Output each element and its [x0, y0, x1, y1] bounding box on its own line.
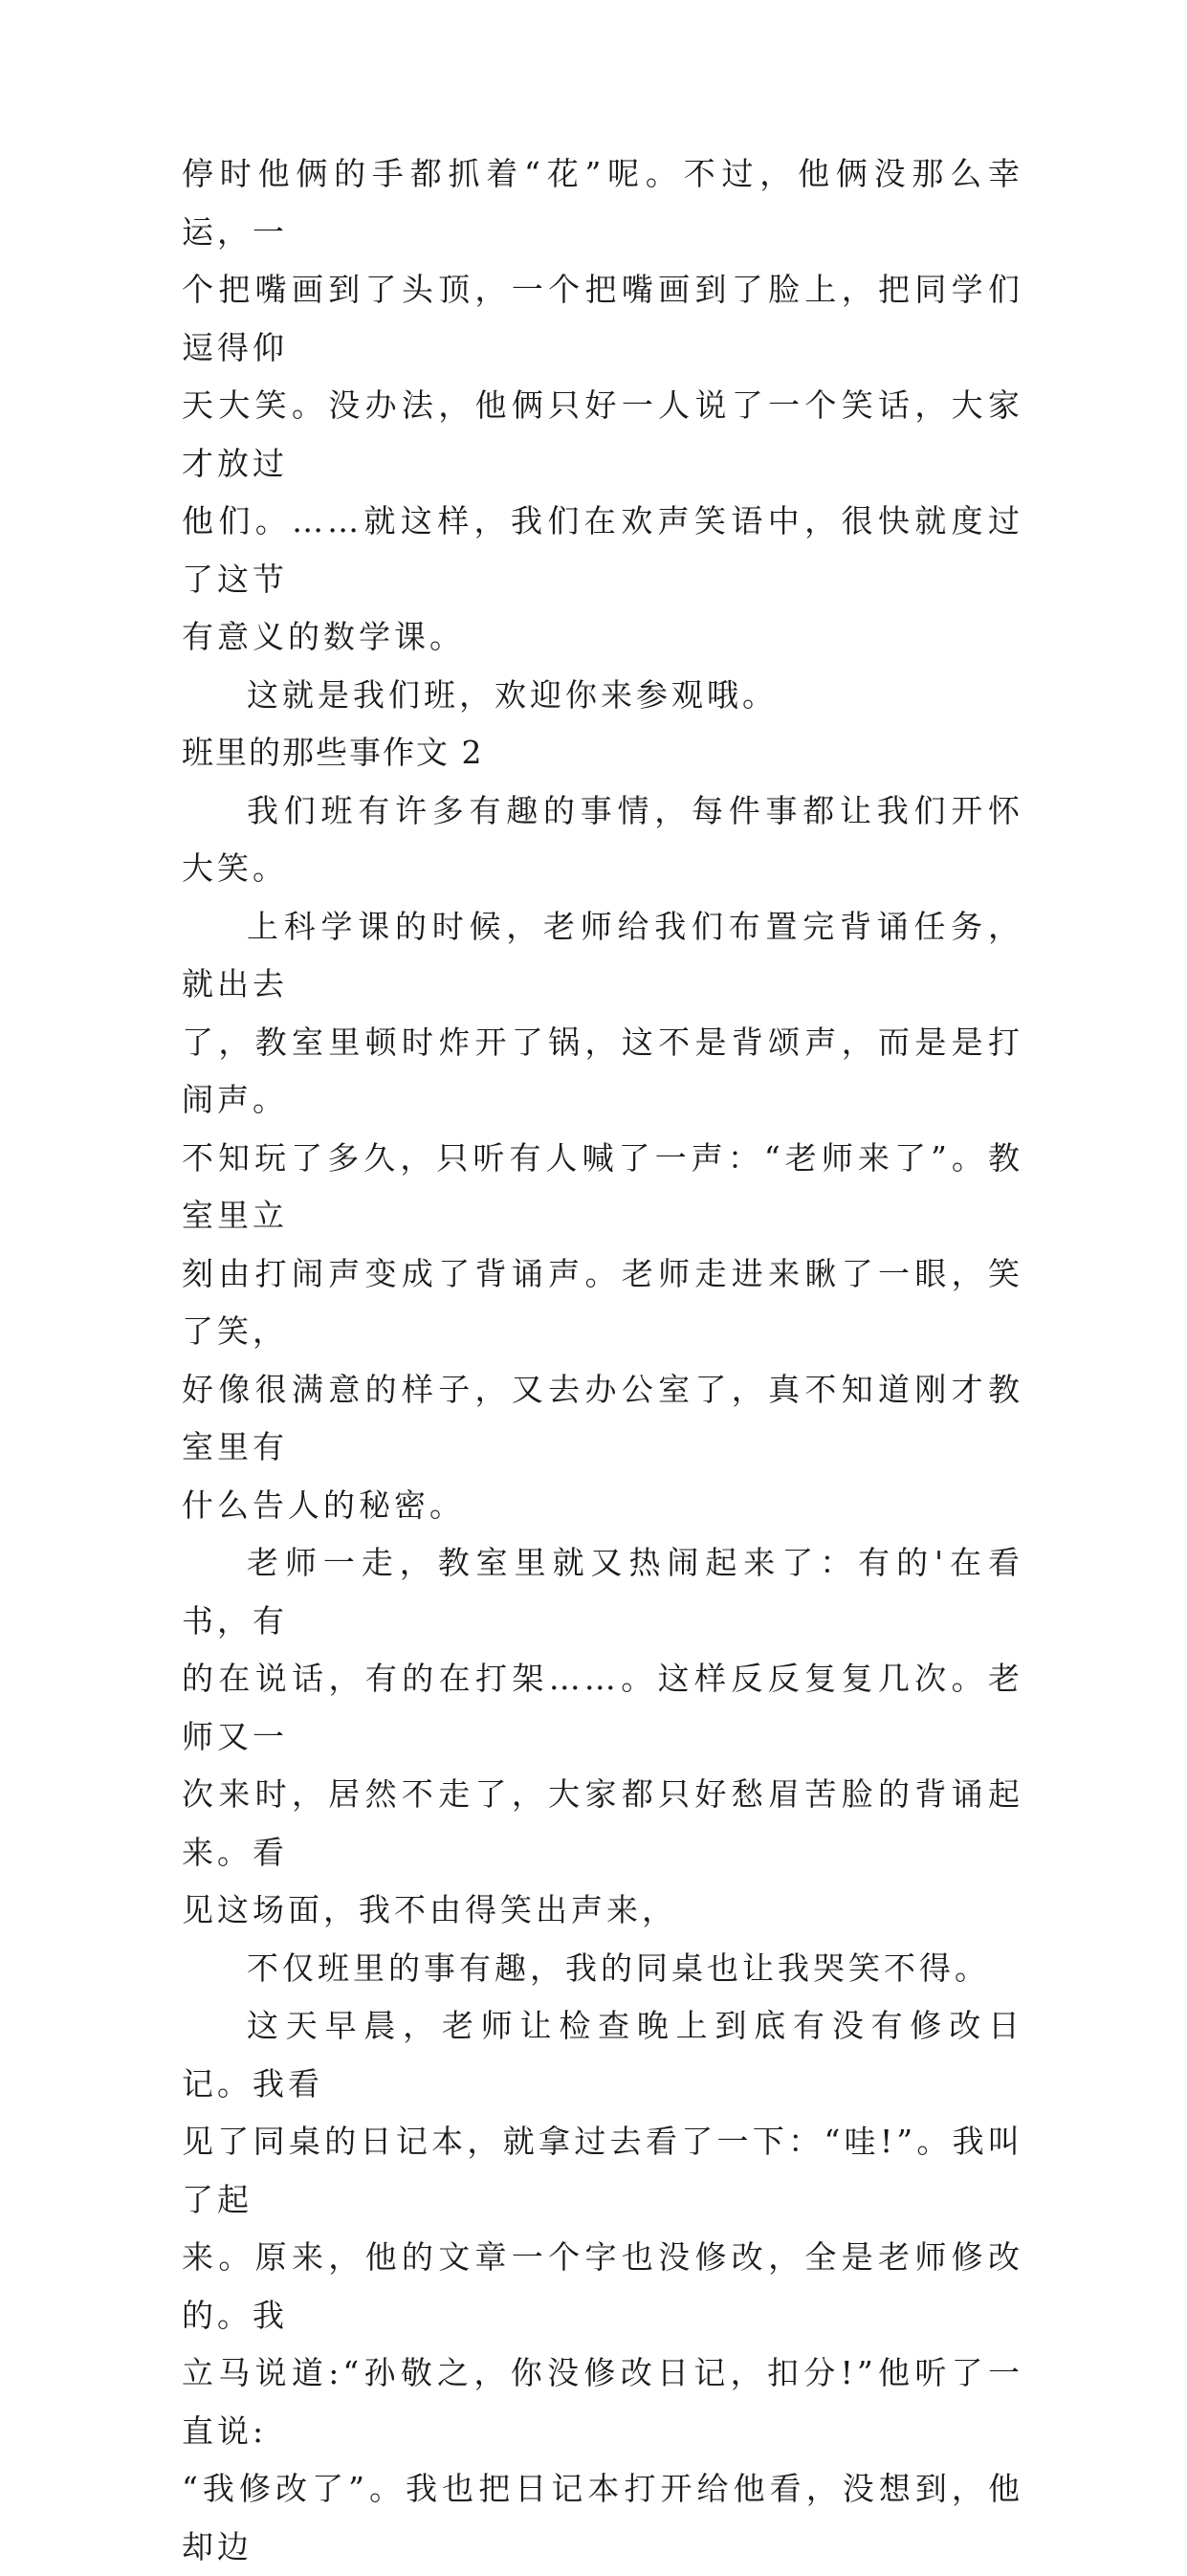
text-line: 不仅班里的事有趣，我的同桌也让我哭笑不得。 [247, 1949, 990, 1987]
text-line: 停时他俩的手都抓着“花”呢。不过，他俩没那么幸运，一 [182, 155, 1023, 251]
text-line: “我修改了”。我也把日记本打开给他看，没想到，他却边 [182, 2470, 1023, 2565]
text-line: 我们班有许多有趣的事情，每件事都让我们开怀大笑。 [182, 791, 1023, 887]
text-line: 老师一走，教室里就又热闹起来了：有的'在看书，有 [182, 1544, 1023, 1640]
text-line: 的在说话，有的在打架……。这样反反复复几次。老师又一 [182, 1660, 1023, 1755]
paragraph-7 [182, 1997, 1023, 2576]
text-line: 他们。……就这样，我们在欢声笑语中，很快就度过了这节 [182, 502, 1023, 598]
text-line: 不知玩了多久，只听有人喊了一声：“老师来了”。教室里立 [182, 1138, 1023, 1234]
section-heading: 班里的那些事作文 2 [182, 734, 484, 771]
text-line: 次来时，居然不走了，大家都只好愁眉苦脸的背诵起来。看 [182, 1775, 1023, 1871]
text-line: 这就是我们班，欢迎你来参观哦。 [247, 675, 778, 714]
text-line: 上科学课的时候，老师给我们布置完背诵任务，就出去 [182, 907, 1023, 1002]
text-line: 这天早晨，老师让检查晚上到底有没有修改日记。我看 [182, 2007, 1023, 2103]
paragraph-4 [182, 898, 1023, 1535]
paragraph-1 [182, 145, 1023, 667]
text-line: 来。原来，他的文章一个字也没修改，全是老师修改的。我 [182, 2238, 1023, 2334]
text-line: 见了同桌的日记本，就拿过去看了一下：“哇!”。我叫了起 [182, 2123, 1023, 2218]
text-line: 什么告人的秘密。 [182, 1486, 465, 1524]
text-line: 见这场面，我不由得笑出声来， [182, 1891, 677, 1928]
text-line: 个把嘴画到了头顶，一个把嘴画到了脸上，把同学们逗得仰 [182, 271, 1023, 366]
text-line: 好像很满意的样子，又去办公室了，真不知道刚才教室里有 [182, 1370, 1023, 1465]
document-body [182, 145, 1023, 2576]
paragraph-3 [182, 782, 1023, 898]
text-line: 天大笑。没办法，他俩只好一人说了一个笑话，大家才放过 [182, 386, 1023, 482]
text-line: 刻由打闹声变成了背诵声。老师走进来瞅了一眼，笑了笑， [182, 1254, 1023, 1350]
paragraph-5 [182, 1534, 1023, 1940]
text-line: 有意义的数学课。 [182, 618, 465, 655]
text-line: 立马说道:“孙敬之，你没修改日记，扣分!”他听了一直说: [182, 2354, 1023, 2450]
paragraph-2 [182, 667, 1023, 725]
paragraph-6 [182, 1940, 1023, 1998]
text-line: 了，教室里顿时炸开了锅，这不是背颂声，而是是打闹声。 [182, 1023, 1023, 1118]
